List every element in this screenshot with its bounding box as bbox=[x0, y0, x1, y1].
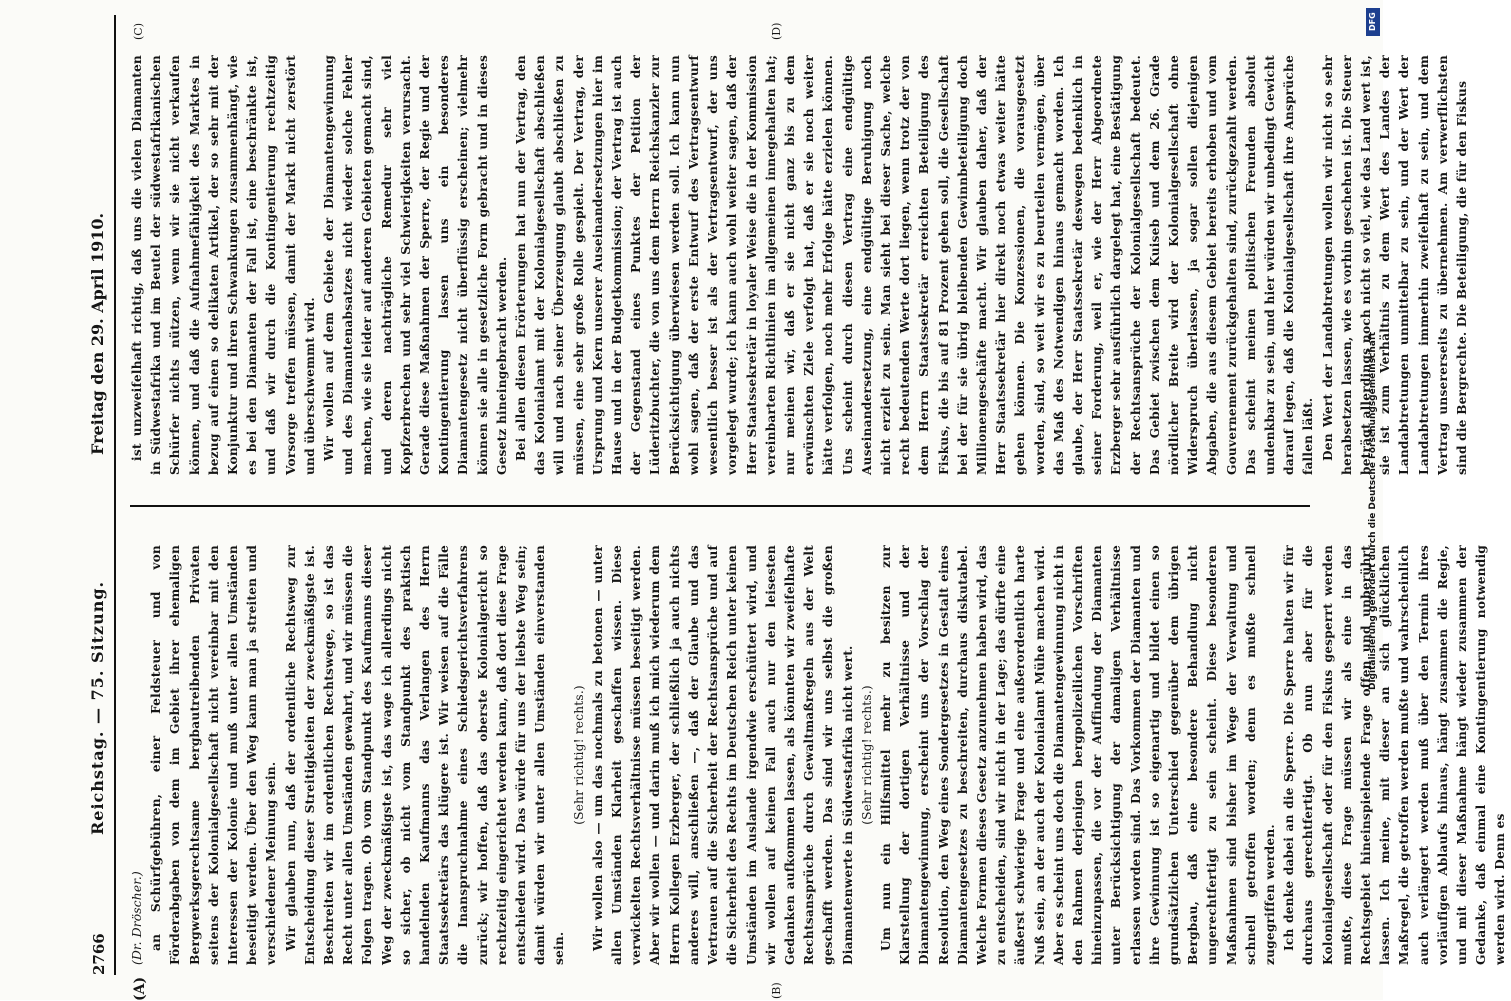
margin-marker-a: (A) bbox=[132, 976, 148, 1001]
paragraph: (Sehr richtig! rechts.) bbox=[859, 685, 874, 825]
paragraph: ist unzweifelhaft richtig, daß uns die vielen Diamanten in Südwestafrika und im Beutel der südwestafrikanischen Schürfer nichts nützen, wenn wir sie nicht verkaufen können, und daß die Aufnahmefähigkeit des Marktes in bezug auf einen so delikaten Artikel, der so sehr mit der Konjunktur und ihren Schwankungen zusammenhängt, wie es bei den Diamanten der Fall ist, eine beschränkte ist, und daß wir durch die Kontingentierung rechtzeitig Vorsorge treffen müssen, damit der Markt nicht zerstört und überschwemmt wird. bbox=[130, 55, 317, 475]
speaker-note: (Dr. Dröscher.) bbox=[130, 871, 144, 965]
margin-marker-c: (C) bbox=[132, 23, 145, 40]
page-number: 2766 bbox=[90, 933, 108, 975]
right-column bbox=[128, 55, 1470, 475]
header-rule bbox=[114, 15, 116, 975]
margin-marker-b: (B) bbox=[770, 982, 783, 999]
paragraph: Ich denke dabei an die Sperre. Die Sperre halten wir für durchaus gerechtfertigt. Ob nun aber für die Kolonialgesellschaft oder für den Fiskus gesperrt werden mußte, diese Frage müssen wir als eine in das Rechtsgebiet hineinspielende Frage offen und unberührt lassen. Ich meine, mit dieser an sich glücklichen Maßregel, die getroffen werden mußte und wahrscheinlich auch verlängert werden muß über den Termin ihres vorläufigen Ablaufs hinaus, hängt zusammen die Regie, und mit dieser Maßnahme hängt wieder zusammen der Gedanke, daß einmal eine Kontingentierung notwendig werden wird. Denn es bbox=[1282, 545, 1508, 965]
running-header bbox=[70, 15, 110, 975]
paragraph: Um nun ein Hilfsmittel mehr zu besitzen zur Klarstellung der dortigen Verhältnisse und der Diamantengewinnung, erscheint uns der Vorschlag der Resolution, den Weg eines Sondergesetzes in Gestalt eines Diamantengesetzes zu beschreiten, durchaus diskutabel. Welche Formen dieses Gesetz anzunehmen haben wird, das zu entscheiden, sind wir nicht in der Lage; das dürfte eine äußerst schwierige Frage und eine außerordentlich harte Nuß sein, an der auch der Kolonialamt Mühe machen wird. Aber es scheint uns doch die Diamantengewinnung nicht in den Rahmen derjenigen bergpolizeilichen Vorschriften hineinzupassen, die vor der Auffindung der Diamanten unter Berücksichtigung der damaligen Verhältnisse erlassen worden sind. Das Vorkommen der Diamanten und ihre Gewinnung ist so eigenartig und bildet einen so grundsätzlichen Unterschied gegenüber dem übrigen Bergbau, daß eine besondere Behandlung nicht ungerechtfertigt zu sein scheint. Diese besonderen Maßnahmen sind bisher im Wege der Verwaltung und schnell getroffen worden; denn es mußte schnell zugegriffen werden. bbox=[878, 545, 1277, 965]
margin-marker-d: (D) bbox=[770, 22, 783, 40]
session-date: Freitag den 29. April 1910. bbox=[88, 212, 107, 455]
digitization-credit: Digitalisierung gefördert durch die Deutsche Forschungsgemeinschaft bbox=[1368, 331, 1378, 690]
paragraph: Wir glauben nun, daß der ordentliche Rechtsweg zur Entscheidung dieser Streitigkeiten der zweckmäßigste ist. Beschreiten wir im ordentlichen Rechtswege, so ist das Recht unter allen Umständen gewahrt, und wir müssen die Folgen tragen. Ob vom Standpunkt des Kaufmanns dieser Weg der zweckmäßigste ist, das wage ich allerdings nicht so sicher, ob nicht vom Standpunkt des praktisch handelnden Kaufmanns das Verlangen des Herrn Staatssekretärs das klügere ist. Wir weisen auf die Fälle die Inanspruchnahme eines Schiedsgerichtsverfahrens zurück; wir hoffen, daß das oberste Kolonialgericht so rechtzeitig eingerichtet werden kann, daß dort diese Frage entschieden wird. Das würde für uns der liebste Weg sein; damit würden wir unter allen Umständen einverstanden sein. bbox=[283, 545, 567, 965]
paragraph: Den Wert der Landabtretungen wollen wir nicht so sehr herabsetzen lassen, wie es vorhin geschehen ist. Die Steuer beträgt allerdings noch nicht so viel, wie das Land wert ist, sie ist zum Verhältnis zu dem Wert des Landes der Landabtretungen unmittelbar zu sein, und der Wert der Landabtretungen immerhin zweifelhaft zu sein, und dem Vertrag unsererseits zu übernehmen. Am verwerflichsten sind die Bergrechte. Die Beteiligung, die für den Fiskus bbox=[1320, 55, 1470, 475]
paragraph: Wir wollen auf dem Gebiete der Diamantengewinnung und des Diamantenabsatzes nicht wieder solche Fehler machen, wie sie leider auf anderen Gebieten gemacht sind, und deren nachträgliche Remedur sehr viel Kopfzerbrechen und sehr viel Schwierigkeiten verursacht. Gerade diese Maßnahmen der Sperre, der Regie und der Kontingentierung lassen uns ein besonderes Diamantengesetz nicht überflüssig erscheinen; vielmehr können sie alle in gesetzliche Form gebracht und in dieses Gesetz hineingebracht werden. bbox=[322, 55, 509, 475]
session-title: Reichstag. — 75. Sitzung. bbox=[88, 580, 107, 835]
paragraph: Bei allen diesen Erörterungen hat nun der Vertrag, den das Kolonialamt mit der Kolonialgesellschaft abschließen will und nach seiner Überzeugung glaubt abschließen zu müssen, eine sehr große Rolle gespielt. Der Vertrag, der Ursprung und Kern unserer Auseinandersetzungen hier im Hause und in der Budgetkommission; der Vertrag ist auch der Gegenstand eines Punktes der Petition der Lüderitzbuchter, die von uns dem Herrn Reichskanzler zur Berücksichtigung überwiesen werden soll. Ich kann nun wohl sagen, daß der erste Entwurf des Vertragsentwurf wesentlich besser ist als der Vertragsentwurf, der uns vorgelegt wurde; ich kann auch wohl weiter sagen, daß der Herr Staatssekretär in loyaler Weise die in der Kommission vereinbarten Richtlinien im allgemeinen innegehalten hat; nur meinen wir, daß er sie nicht ganz bis zu dem erwünschten Ziele verfolgt hat, daß er sie noch weiter hätte verfolgen, noch mehr Erfolge hätte erzielen können. Uns scheint durch diesen Vertrag eine endgültige Auseinandersetzung, eine endgültige Beruhigung noch nicht erzielt zu sein. Man sieht bei dieser Sache, welche recht bedeutenden Werte dort liegen, wenn trotz der von dem Herrn Staatssekretär erreichten Beteiligung des Fiskus, die bis auf 81 Prozent gehen soll, die Gesellschaft bei der für sie übrig bleibenden Gewinnbeteiligung doch Millionengeschäfte macht. Wir glauben daher, daß der Herr Staatssekretär hier direkt noch etwas weiter hätte gehen können. Die Konzessionen, die vorausgesetzt worden, sind, so weit wir es zu beurteilen vermögen, über das Maß des Notwendigen hinaus gemacht worden. Ich glaube, der Herr Staatssekretär deswegen bedenklich in seiner Forderung, weil er, wie der Herr Abgeordnete Erzberger sehr ausführlich dargelegt hat, eine Bestätigung der Rechtsansprüche der Kolonialgesellschaft bedeutet. Das Gebiet zwischen dem Kuiseb und dem 26. Grade nördlicher Breite wird der Kolonialgesellschaft ohne Widerspruch überlassen, ja sogar sollen diejenigen Abgaben, die aus diesem Gebiet bereits erhoben und vom Gouvernement zurückgehalten sind, zurückgezahlt werden. Das scheint meinen politischen Freunden absolut undenkbar zu sein, und hier würden wir unbedingt Gewicht darauf legen, daß die Kolonialgesellschaft ihre Ansprüche fallen läßt. bbox=[514, 55, 1316, 475]
column-divider bbox=[130, 505, 1310, 507]
dfg-logo: DFG bbox=[1366, 8, 1380, 36]
paragraph: Wir wollen also — um das nochmals zu betonen — unter allen Umständen Klarheit geschaffen wissen. Diese verwickelten Rechtsverhältnisse müssen beseitigt werden. Aber wir wollen — und darin muß ich mich wiederum dem Herrn Kollegen Erzberger, der schließlich ja auch nichts anderes will, anschließen —, daß der Glaube und das Vertrauen auf die Sicherheit der Rechtsansprüche und auf die Sicherheit des Rechts im Deutschen Reich unter keinen Umständen im Auslande irgendwie erschüttert wird, und wir wollen auf keinen Fall auch nur den leisesten Gedanken aufkommen lassen, als könnten wir zweifelhafte Rechtsansprüche durch Gewaltmaßregeln aus der Welt geschafft werden. Das sind wir uns selbst die großen Diamantenwerte in Südwestafrika nicht wert. bbox=[590, 545, 855, 965]
paragraph: (Sehr richtig! rechts.) bbox=[571, 685, 586, 825]
paragraph: an Schürfgebühren, einer Feldsteuer und von Förderabgaben von dem im Gebiet ihrer ehemaligen Bergwerksgerechtsame bergbautreibenden Privaten seitens der Kolonialgesellschaft nicht vereinbar mit den Interessen der Kolonie und muß unter allen Umständen beseitigt werden. Über den Weg kann man ja streiten und verschiedener Meinung sein. bbox=[149, 545, 279, 965]
left-column bbox=[128, 545, 1508, 965]
